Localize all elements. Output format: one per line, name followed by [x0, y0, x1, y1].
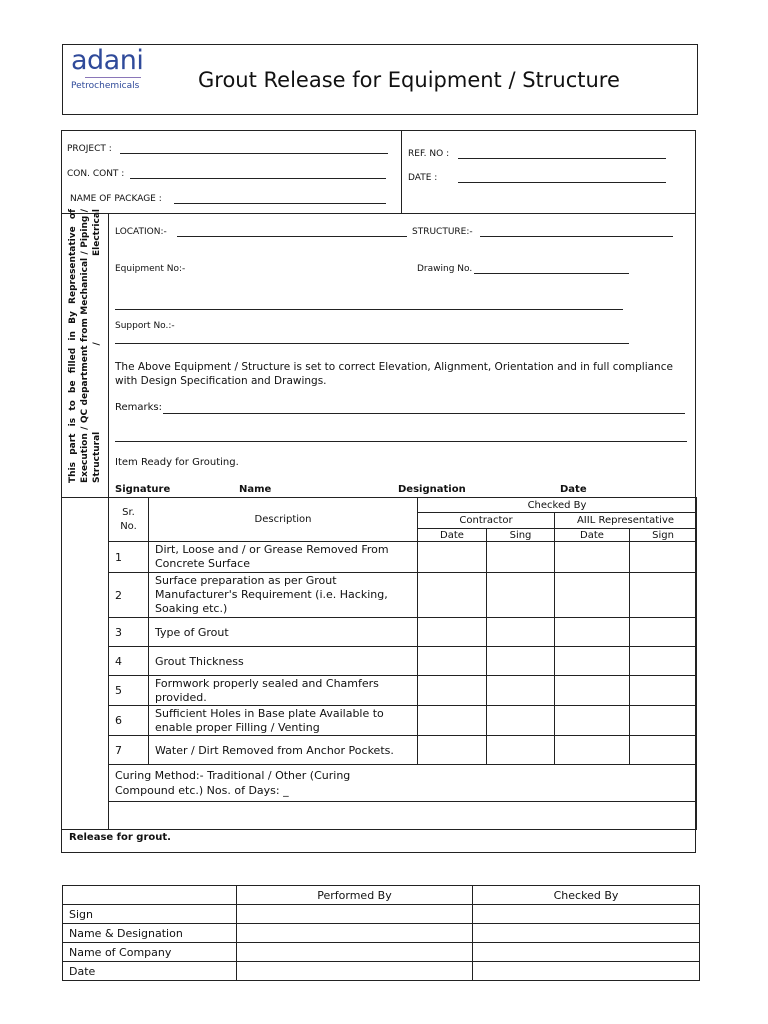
compliance-statement: The Above Equipment / Structure is set to correct Elevation, Alignment, Orientation and in full compliance with Design Specification and Drawings. — [115, 361, 673, 387]
sign-cell[interactable] — [473, 943, 700, 962]
drawing-no-field[interactable] — [474, 273, 629, 274]
con-cont-label: CON. CONT : — [67, 169, 125, 179]
check-cell[interactable] — [555, 618, 630, 647]
curing-method: Curing Method:- Traditional / Other (Curing Compound etc.) Nos. of Days: _ — [109, 765, 697, 802]
item-description: Water / Dirt Removed from Anchor Pockets. — [149, 736, 418, 765]
table-row — [63, 905, 700, 924]
check-cell[interactable] — [630, 573, 697, 618]
name-label: Name — [239, 484, 272, 495]
check-cell[interactable] — [418, 618, 487, 647]
equipment-no-label: Equipment No:- — [115, 264, 186, 274]
check-cell[interactable] — [487, 706, 555, 736]
item-number: 6 — [109, 706, 149, 736]
check-cell[interactable] — [418, 706, 487, 736]
sign-off-table — [62, 885, 700, 981]
item-description: Sufficient Holes in Base plate Available to enable proper Filling / Venting — [149, 706, 418, 736]
sign-cell[interactable] — [473, 905, 700, 924]
check-cell[interactable] — [555, 647, 630, 676]
check-cell[interactable] — [630, 676, 697, 706]
project-label: PROJECT : — [67, 144, 112, 154]
corner-cell — [63, 886, 237, 905]
row-label: Sign — [63, 905, 237, 924]
location-label: LOCATION:- — [115, 227, 167, 237]
support-no-field[interactable] — [115, 343, 629, 344]
item-description: Surface preparation as per Grout Manufacturer's Requirement (i.e. Hacking, Soaking etc.) — [149, 573, 418, 618]
sign-cell[interactable] — [237, 962, 473, 981]
check-cell[interactable] — [487, 647, 555, 676]
ref-no-field[interactable] — [458, 158, 666, 159]
check-cell[interactable] — [487, 573, 555, 618]
item-number: 1 — [109, 542, 149, 573]
project-field[interactable] — [120, 153, 388, 154]
checklist-table — [108, 497, 697, 830]
item-description: Grout Thickness — [149, 647, 418, 676]
check-cell[interactable] — [555, 736, 630, 765]
location-field[interactable] — [177, 236, 407, 237]
check-cell[interactable] — [555, 706, 630, 736]
divider — [401, 131, 402, 213]
check-cell[interactable] — [555, 573, 630, 618]
sign-cell[interactable] — [237, 924, 473, 943]
check-cell[interactable] — [487, 736, 555, 765]
check-cell[interactable] — [630, 706, 697, 736]
remarks-label: Remarks: — [115, 402, 163, 413]
support-no-label: Support No.:- — [115, 321, 175, 331]
aiil-sign-header: Sign — [630, 529, 697, 542]
check-cell[interactable] — [487, 618, 555, 647]
sign-cell[interactable] — [473, 924, 700, 943]
item-number: 4 — [109, 647, 149, 676]
date-field[interactable] — [458, 182, 666, 183]
document-title: Grout Release for Equipment / Structure — [198, 68, 620, 92]
side-instruction-note: This part is to be filled in By Representative of Execution / QC department from Mechanical / Piping / Structural / Electrical — [68, 209, 102, 483]
drawing-no-label: Drawing No. — [417, 264, 473, 274]
check-cell[interactable] — [418, 736, 487, 765]
designation-label: Designation — [398, 484, 466, 495]
aiil-rep-header: AIIL Representative — [555, 513, 697, 529]
check-cell[interactable] — [630, 542, 697, 573]
logo-subtitle: Petrochemicals — [71, 81, 140, 91]
performed-by-header: Performed By — [237, 886, 473, 905]
check-cell[interactable] — [487, 676, 555, 706]
table-row — [109, 647, 697, 676]
table-row — [109, 618, 697, 647]
blank-row — [109, 802, 697, 830]
divider — [62, 213, 695, 214]
date-label: DATE : — [408, 173, 438, 183]
item-description: Formwork properly sealed and Chamfers provided. — [149, 676, 418, 706]
item-number: 5 — [109, 676, 149, 706]
date-sign-label: Date — [560, 484, 587, 495]
check-cell[interactable] — [555, 542, 630, 573]
table-row — [109, 706, 697, 736]
row-label: Name & Designation — [63, 924, 237, 943]
contractor-date-header: Date — [418, 529, 487, 542]
grout-release-form — [61, 130, 696, 853]
sr-no-header: Sr. No. — [109, 498, 149, 542]
item-number: 2 — [109, 573, 149, 618]
release-for-grout: Release for grout. — [69, 832, 171, 843]
aiil-date-header: Date — [555, 529, 630, 542]
logo-adani: adani — [71, 45, 144, 76]
check-cell[interactable] — [487, 542, 555, 573]
table-row — [109, 542, 697, 573]
divider — [62, 497, 108, 498]
item-number: 7 — [109, 736, 149, 765]
equipment-no-field[interactable] — [115, 309, 623, 310]
package-field[interactable] — [174, 203, 386, 204]
table-row — [109, 573, 697, 618]
con-cont-field[interactable] — [130, 178, 386, 179]
item-description: Type of Grout — [149, 618, 418, 647]
table-row — [63, 962, 700, 981]
row-label: Date — [63, 962, 237, 981]
logo-divider — [85, 77, 141, 78]
row-label: Name of Company — [63, 943, 237, 962]
ref-no-label: REF. NO : — [408, 149, 450, 159]
table-row — [63, 943, 700, 962]
curing-row — [109, 765, 697, 802]
table-row — [109, 736, 697, 765]
check-cell[interactable] — [630, 647, 697, 676]
contractor-sing-header: Sing — [487, 529, 555, 542]
remarks-field[interactable] — [163, 413, 685, 414]
document-header — [62, 44, 698, 115]
remarks-field-line2[interactable] — [115, 441, 687, 442]
table-row — [63, 924, 700, 943]
check-cell[interactable] — [418, 676, 487, 706]
structure-field[interactable] — [480, 236, 673, 237]
check-cell[interactable] — [418, 647, 487, 676]
package-label: NAME OF PACKAGE : — [70, 194, 162, 204]
check-cell[interactable] — [418, 542, 487, 573]
blank-cell[interactable] — [109, 802, 697, 830]
divider — [62, 829, 695, 830]
check-cell[interactable] — [418, 573, 487, 618]
sign-cell[interactable] — [237, 905, 473, 924]
sign-cell[interactable] — [473, 962, 700, 981]
contractor-header: Contractor — [418, 513, 555, 529]
structure-label: STRUCTURE:- — [412, 227, 473, 237]
checked-by-header: Checked By — [418, 498, 697, 513]
check-cell[interactable] — [630, 736, 697, 765]
item-number: 3 — [109, 618, 149, 647]
item-description: Dirt, Loose and / or Grease Removed From Concrete Surface — [149, 542, 418, 573]
check-cell[interactable] — [630, 618, 697, 647]
sign-cell[interactable] — [237, 943, 473, 962]
ready-statement: Item Ready for Grouting. — [115, 457, 239, 468]
check-cell[interactable] — [555, 676, 630, 706]
signature-label: Signature — [115, 484, 171, 495]
checked-by-header: Checked By — [473, 886, 700, 905]
table-row — [109, 676, 697, 706]
description-header: Description — [149, 498, 418, 542]
